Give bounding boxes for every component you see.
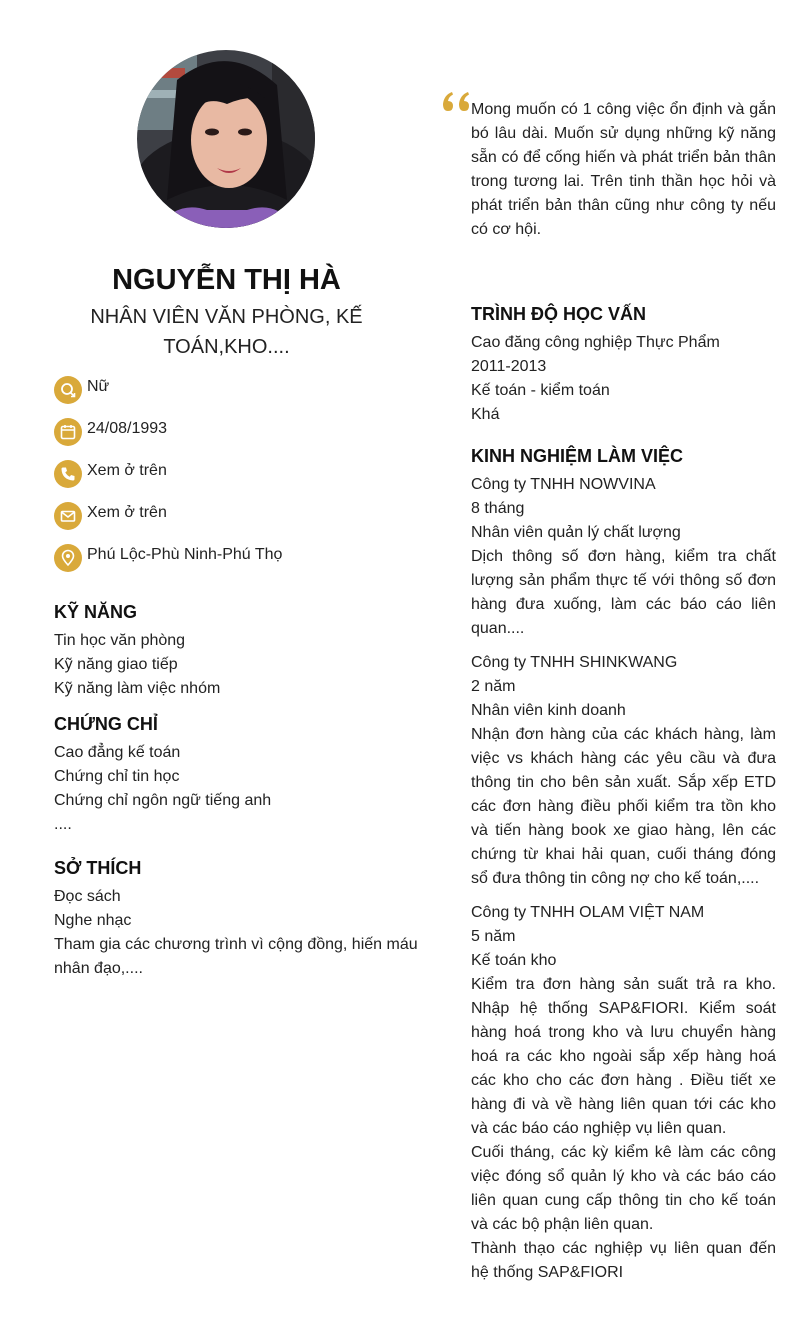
info-birthday: 24/08/1993 [87,420,168,437]
gender-icon [54,376,82,404]
job-description: Thành thạo các nghiệp vụ liên quan đến hệ thống SAP&FIORI [471,1240,776,1281]
experience-title: KINH NGHIỆM LÀM VIỆC [471,446,684,466]
job-role: Nhân viên kinh doanh [471,702,626,719]
job-company: Công ty TNHH SHINKWANG [471,654,678,671]
education-grade: Khá [471,406,500,423]
job-duration: 8 tháng [471,500,525,517]
list-item: Kỹ năng giao tiếp [54,656,178,673]
info-phone: Xem ở trên [87,462,167,479]
hobbies-section [54,856,424,981]
education-major: Kế toán - kiểm toán [471,382,610,399]
info-gender: Nữ [87,378,110,395]
list-item: Nghe nhạc [54,912,132,929]
info-row-address [54,543,424,585]
list-item: .... [54,816,72,833]
candidate-name: NGUYỄN THỊ HÀ [112,264,341,296]
candidate-position: NHÂN VIÊN VĂN PHÒNG, KẾ TOÁN,KHO.... [90,306,363,358]
job-entry [471,473,776,641]
info-row-gender [54,375,424,417]
info-email: Xem ở trên [87,504,167,521]
list-item: Tham gia các chương trình vì cộng đồng, hiến máu nhân đạo,.... [54,936,418,977]
experience-section [471,444,776,1295]
hobbies-title: SỞ THÍCH [54,858,142,878]
job-role: Kế toán kho [471,952,557,969]
quote-icon [440,88,470,116]
info-row-birthday [54,417,424,459]
phone-icon [54,460,82,488]
job-company: Công ty TNHH NOWVINA [471,476,656,493]
list-item: Đọc sách [54,888,121,905]
email-icon [54,502,82,530]
certificates-title: CHỨNG CHỈ [54,714,158,734]
job-description: Kiểm tra đơn hàng sản suất trả ra kho. Nhập hệ thống SAP&FIORI. Kiểm soát hàng hoá trong kho và lưu chuyển hàng hoá ra các kho ngoài sắp xếp hàng hoá các kho cho các đơn hàng . Điều tiết xe hàng đi và về hàng liên quan tới các kho và các báo cáo nghiệp vụ liên quan. [471,976,776,1137]
job-entry [471,651,776,891]
job-entry [471,901,776,1285]
education-section [471,302,776,427]
list-item: Tin học văn phòng [54,632,186,649]
info-row-email [54,501,424,543]
job-duration: 2 năm [471,678,516,695]
profile-photo-image [137,50,315,228]
career-objective: Mong muốn có 1 công việc ổn định và gắn bó lâu dài. Muốn sử dụng những kỹ năng sẵn có để cống hiến và phát triển bản thân trong tương lai. Trên tinh thần học hỏi và phát triển bản thân cũng như công ty nếu có cơ hội. [471,101,776,238]
skills-title: KỸ NĂNG [54,602,138,622]
job-description: Cuối tháng, các kỳ kiểm kê làm các công việc đóng sổ quản lý kho và các báo cáo liên quan cung cấp thông tin cho kế toán và các bộ phận liên quan. [471,1144,776,1233]
education-school: Cao đăng công nghiệp Thực Phẩm [471,334,720,351]
skills-section [54,600,424,701]
job-company: Công ty TNHH OLAM VIỆT NAM [471,904,705,921]
calendar-icon [54,418,82,446]
list-item: Kỹ năng làm việc nhóm [54,680,221,697]
info-address: Phú Lộc-Phù Ninh-Phú Thọ [87,546,283,563]
job-duration: 5 năm [471,928,516,945]
info-row-phone [54,459,424,501]
list-item: Cao đẳng kế toán [54,744,181,761]
education-years: 2011-2013 [471,358,547,375]
location-pin-icon [54,544,82,572]
list-item: Chứng chỉ tin học [54,768,180,785]
personal-info-list [54,375,424,585]
job-description: Dịch thông số đơn hàng, kiểm tra chất lượng sản phẩm thực tế với thông số đơn hàng đưa xuống, làm các báo cáo liên quan.... [471,548,776,637]
education-title: TRÌNH ĐỘ HỌC VẤN [471,304,646,324]
profile-photo [137,50,315,228]
job-description: Nhận đơn hàng của các khách hàng, làm việc vs khách hàng các yêu cầu và đưa thông tin cho bên sản xuất. Sắp xếp ETD các đơn hàng điều phối kiểm tra tồn kho và tiến hàng book xe giao hàng, lên các chứng từ khai hải quan, cuối tháng đóng sổ đưa thông tin công nợ cho kế toán,.... [471,726,776,887]
certificates-section [54,712,424,837]
list-item: Chứng chỉ ngôn ngữ tiếng anh [54,792,272,809]
job-role: Nhân viên quản lý chất lượng [471,524,681,541]
